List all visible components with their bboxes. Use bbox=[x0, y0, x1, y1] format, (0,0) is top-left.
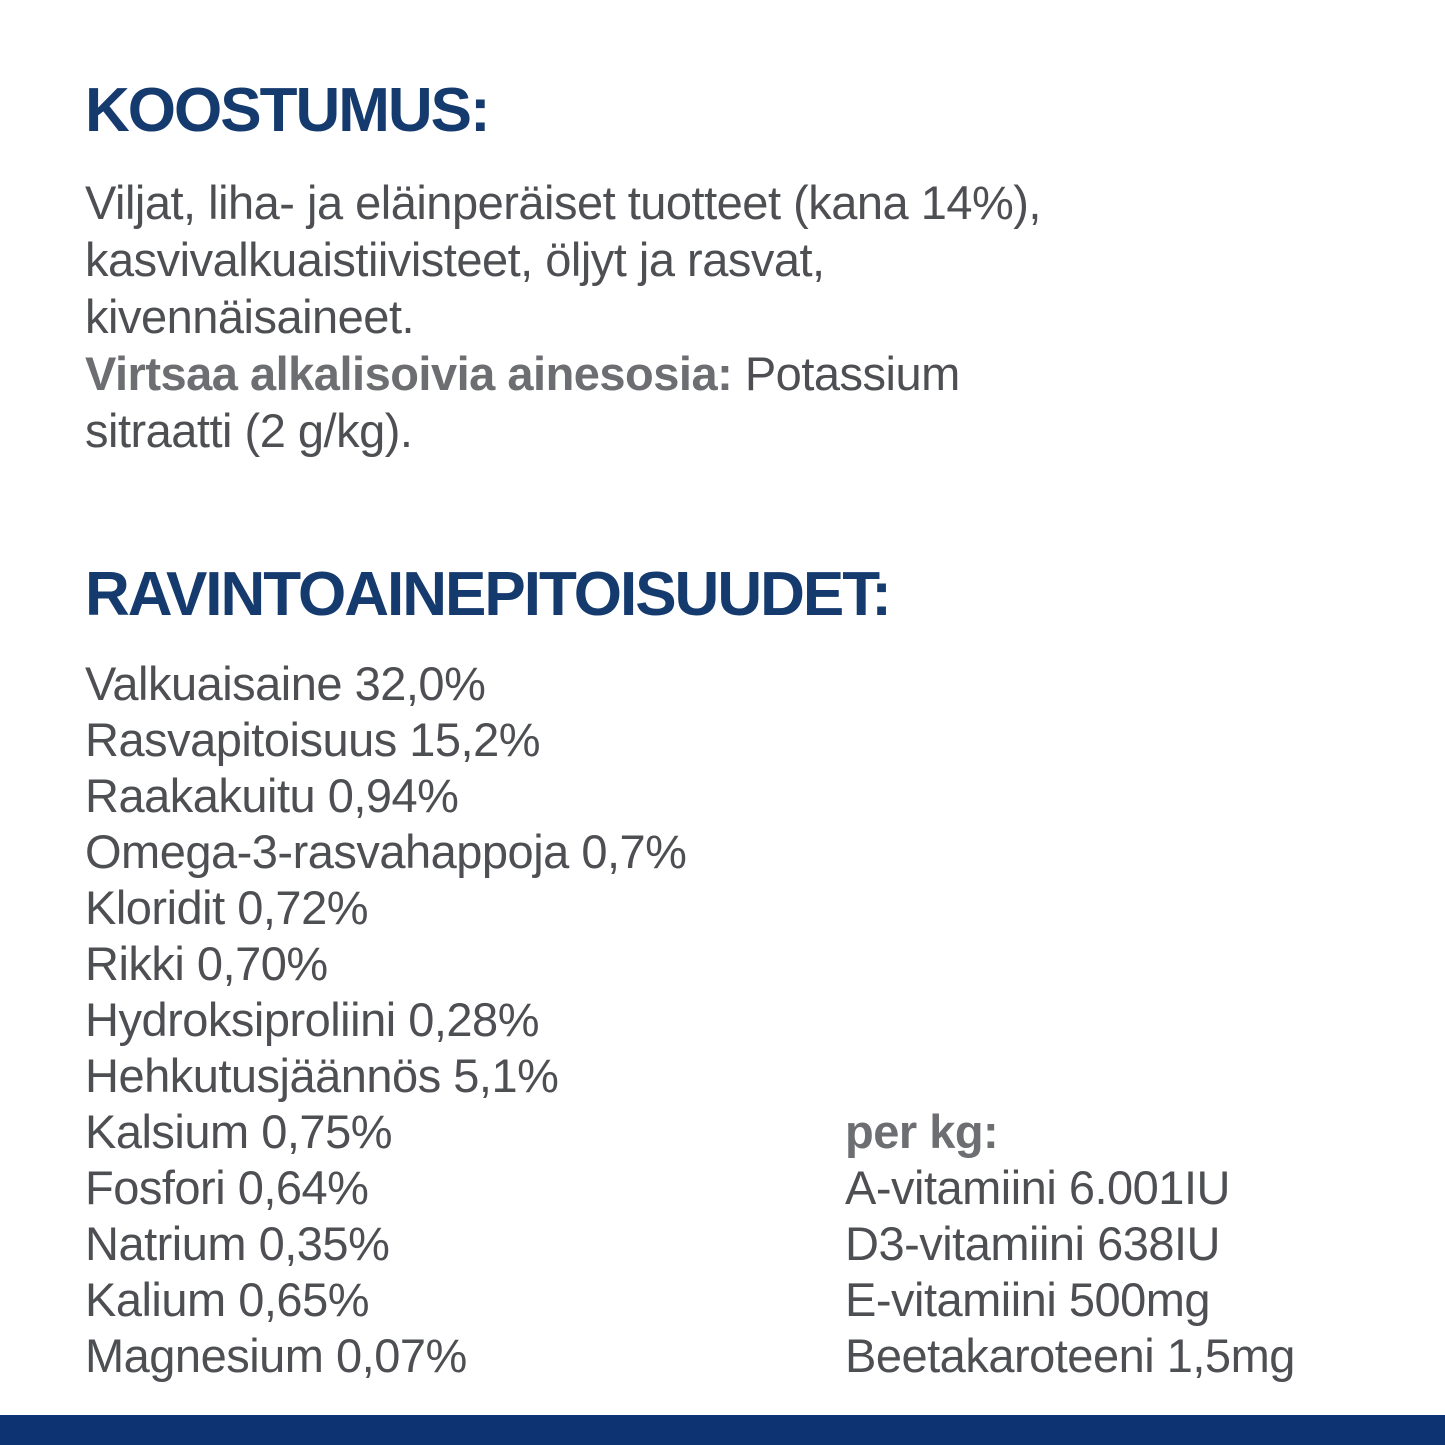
nutrient-value: 32,0% bbox=[354, 657, 486, 710]
nutrient-value: 0,64% bbox=[237, 1161, 369, 1214]
footer-bar bbox=[0, 1415, 1445, 1445]
vitamin-row bbox=[845, 1160, 1295, 1216]
vitamin-row bbox=[845, 1272, 1295, 1328]
nutrient-value: 0,72% bbox=[237, 881, 369, 934]
nutrient-list bbox=[85, 656, 1360, 1384]
nutrient-value: 5,1% bbox=[453, 1049, 559, 1102]
vitamin-value: 6.001IU bbox=[1068, 1161, 1230, 1214]
nutrient-value: 0,75% bbox=[261, 1105, 393, 1158]
vitamin-row bbox=[845, 1328, 1295, 1384]
vitamin-value: 638IU bbox=[1097, 1217, 1220, 1270]
nutrient-value: 0,28% bbox=[408, 993, 539, 1046]
nutrient-value: 0,07% bbox=[336, 1329, 467, 1382]
nutrient-value: 0,94% bbox=[327, 769, 459, 822]
nutrient-value: 0,7% bbox=[581, 825, 687, 878]
composition-text bbox=[85, 174, 1360, 459]
nutrient-row bbox=[85, 880, 1360, 936]
nutrient-name: Hehkutusjäännös bbox=[85, 1049, 441, 1102]
vitamin-value: 500mg bbox=[1068, 1273, 1211, 1326]
composition-line: kivennäisaineet. bbox=[85, 290, 415, 343]
per-kg-label: per kg: bbox=[845, 1105, 999, 1158]
vitamin-name: A-vitamiini bbox=[845, 1161, 1057, 1214]
composition-section bbox=[85, 76, 1360, 459]
nutrient-row bbox=[85, 992, 1360, 1048]
nutrient-name: Hydroksiproliini bbox=[85, 993, 396, 1046]
vitamin-name: D3-vitamiini bbox=[845, 1217, 1085, 1270]
nutrients-heading: RAVINTOAINEPITOISUUDET: bbox=[85, 560, 890, 629]
nutrient-value: 15,2% bbox=[409, 713, 541, 766]
urinary-label: Virtsaa alkalisoivia ainesosia: bbox=[85, 347, 733, 400]
vitamin-name: E-vitamiini bbox=[845, 1273, 1057, 1326]
nutrient-row bbox=[85, 768, 1360, 824]
urinary-value-line: sitraatti (2 g/kg). bbox=[85, 404, 413, 457]
vitamin-value: 1,5mg bbox=[1166, 1329, 1295, 1382]
composition-line: kasvivalkuaistiivisteet, öljyt ja rasvat, bbox=[85, 233, 825, 286]
nutrient-name: Rasvapitoisuus bbox=[85, 713, 397, 766]
nutrient-name: Fosfori bbox=[85, 1161, 226, 1214]
nutrient-value: 0,70% bbox=[196, 937, 328, 990]
nutrient-value: 0,65% bbox=[238, 1273, 370, 1326]
nutrient-row bbox=[85, 936, 1360, 992]
nutrient-row bbox=[85, 712, 1360, 768]
urinary-line bbox=[85, 345, 1360, 402]
urinary-value: Potassium bbox=[744, 347, 960, 400]
nutrient-value: 0,35% bbox=[258, 1217, 390, 1270]
nutrient-row bbox=[85, 656, 1360, 712]
nutrient-name: Magnesium bbox=[85, 1329, 324, 1382]
composition-heading: KOOSTUMUS: bbox=[85, 76, 489, 145]
nutrients-section bbox=[85, 560, 1360, 1384]
nutrient-name: Rikki bbox=[85, 937, 185, 990]
nutrient-name: Omega-3-rasvahappoja bbox=[85, 825, 569, 878]
nutrient-row bbox=[85, 1048, 1360, 1104]
nutrient-name: Natrium bbox=[85, 1217, 247, 1270]
nutrient-name: Raakakuitu bbox=[85, 769, 316, 822]
nutrient-name: Kalsium bbox=[85, 1105, 249, 1158]
composition-line: Viljat, liha- ja eläinperäiset tuotteet (kana 14%), bbox=[85, 176, 1041, 229]
nutrient-name: Kloridit bbox=[85, 881, 225, 934]
nutrient-name: Valkuaisaine bbox=[85, 657, 343, 710]
nutrient-name: Kalium bbox=[85, 1273, 226, 1326]
nutrient-row bbox=[85, 824, 1360, 880]
vitamin-name: Beetakaroteeni bbox=[845, 1329, 1155, 1382]
per-kg-column bbox=[845, 1104, 1295, 1384]
vitamin-row bbox=[845, 1216, 1295, 1272]
